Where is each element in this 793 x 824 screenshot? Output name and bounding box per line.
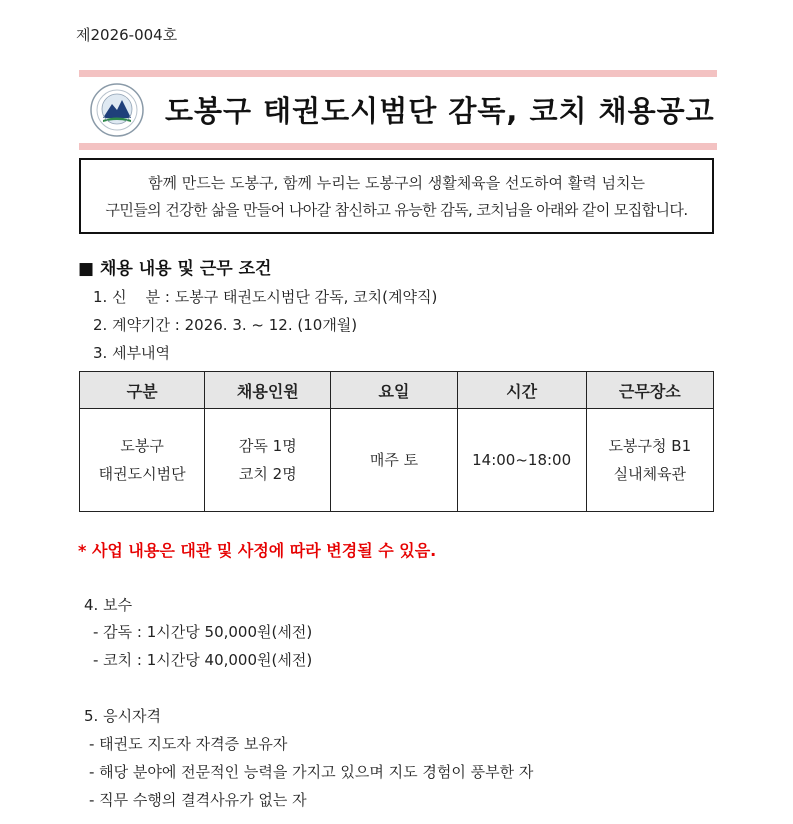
cell-text: 감독 1명 [238,437,297,455]
table-header-cell: 시간 [457,372,586,409]
cell-text: 실내체육관 [613,465,687,483]
intro-line: 구민들의 건강한 삶을 만들어 나아갈 참신하고 유능한 감독, 코치님을 아래와 같이 모집합니다. [105,201,688,219]
table-header-cell: 근무장소 [586,372,713,409]
section-heading: ■ 채용 내용 및 근무 조건 [78,259,272,279]
intro-box [79,158,714,234]
table-cell-place [586,409,713,512]
table-cell-time: 14:00~18:00 [457,409,586,512]
page-title: 도봉구 태권도시범단 감독, 코치 채용공고 [165,94,715,128]
table-cell-day: 매주 토 [331,409,457,512]
qualification-item: - 직무 수행의 결격사유가 없는 자 [89,791,307,809]
cell-text: 태권도시범단 [98,465,186,483]
document-number: 제2026-004호 [76,26,178,44]
pay-director: - 감독 : 1시간당 50,000원(세전) [93,623,313,641]
title-top-band [79,70,717,77]
table-cell-division [80,409,205,512]
qualification-heading: 5. 응시자격 [84,707,162,725]
qualification-item: - 태권도 지도자 자격증 보유자 [89,735,288,753]
intro-line: 함께 만드는 도봉구, 함께 누리는 도봉구의 생활체육을 선도하여 활력 넘치는 [148,174,645,192]
dobong-emblem-icon [89,82,145,138]
table-header-cell: 채용인원 [205,372,331,409]
table-header-cell: 요일 [331,372,457,409]
pay-heading: 4. 보수 [84,596,133,614]
contract-period-line: 2. 계약기간 : 2026. 3. ~ 12. (10개월) [93,316,358,334]
table-row [80,409,714,512]
cell-text: 코치 2명 [238,465,297,483]
detail-heading: 3. 세부내역 [93,344,171,362]
cell-text: 도봉구청 B1 [608,437,692,455]
table-header-cell: 구분 [80,372,205,409]
table-cell-hire [205,409,331,512]
title-bottom-band [79,143,717,150]
change-notice: * 사업 내용은 대관 및 사정에 따라 변경될 수 있음. [78,541,437,560]
division-line: 1. 신 분 : 도봉구 태권도시범단 감독, 코치(계약직) [93,288,438,306]
detail-table [79,371,714,512]
pay-coach: - 코치 : 1시간당 40,000원(세전) [93,651,313,669]
qualification-item: - 해당 분야에 전문적인 능력을 가지고 있으며 지도 경험이 풍부한 자 [89,763,534,781]
table-header-row [80,372,714,409]
title-banner [79,77,717,143]
cell-text: 도봉구 [120,437,164,455]
